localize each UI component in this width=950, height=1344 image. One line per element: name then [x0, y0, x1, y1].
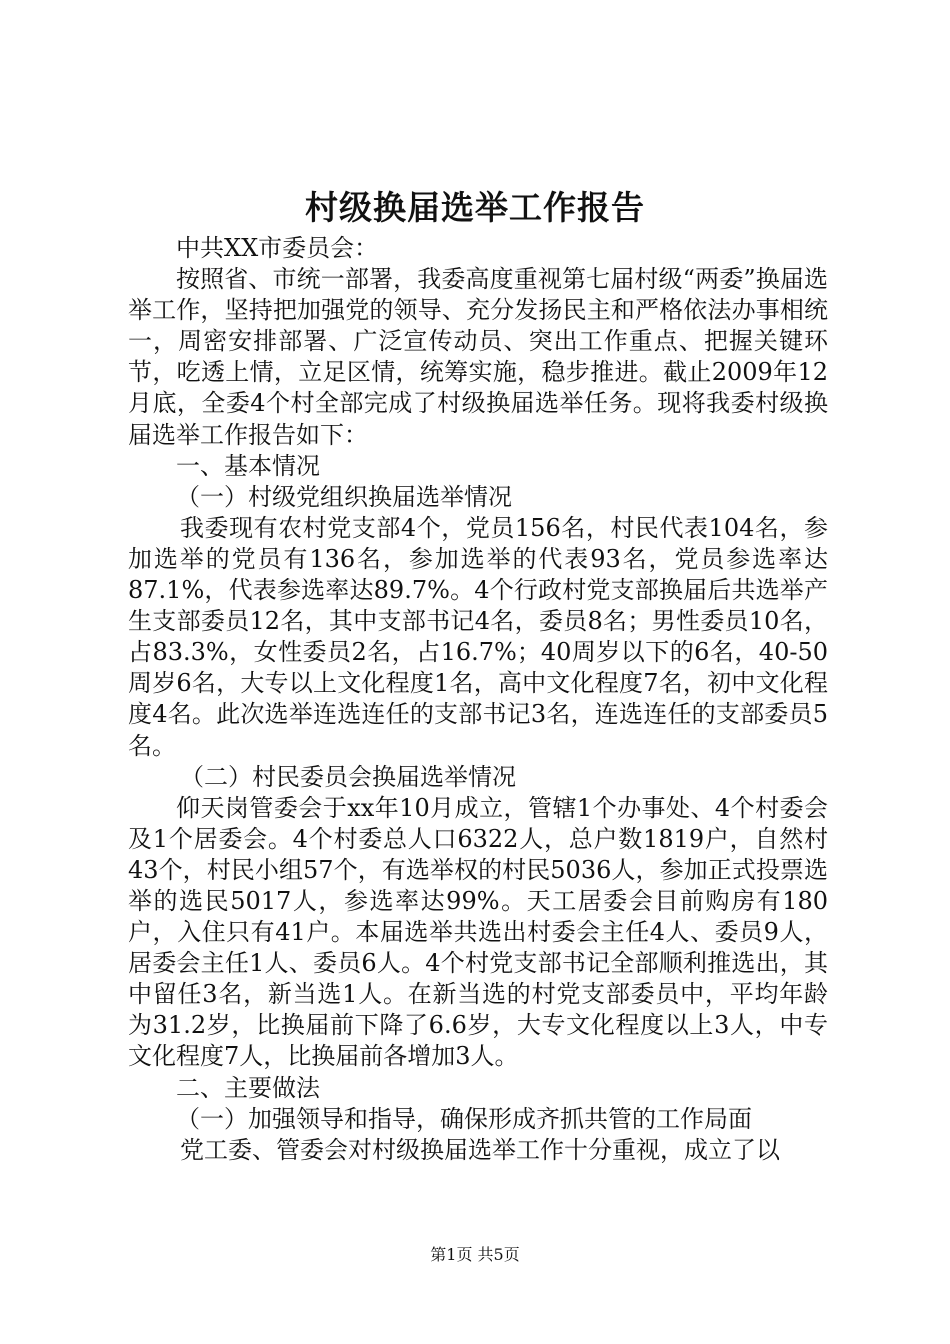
document-title: 村级换届选举工作报告 [305, 188, 645, 227]
section-heading-basic-situation: 一、基本情况 [176, 451, 320, 480]
section-heading-main-practices: 二、主要做法 [176, 1073, 320, 1102]
leadership-paragraph: 党工委、管委会对村级换届选举工作十分重视，成立了以 [180, 1135, 780, 1164]
villager-committee-paragraph: 仰天岗管委会于xx年10月成立，管辖1个办事处、4个村委会及1个居委会。4个村委总人口6322人，总户数1819户，自然村43个，村民小组57个，有选举权的村民5036人，参加正式投票选举的选民5017人，参选率达99%。天工居委会目前购房有180户，入住只有41户。本届选举共选出村委会主任4人、委员9人，居委会主任1人、委员6人。4个村党支部书记全部顺利推选出，其中留任3名，新当选1人。在新当选的村党支部委员中，平均年龄为31.2岁，比换届前下降了6.6岁，大专文化程度以上3人，中专文化程度7人，比换届前各增加3人。 [128, 793, 828, 1071]
subsection-heading-villager-committee: （二）村民委员会换届选举情况 [180, 762, 516, 791]
salutation: 中共XX市委员会： [176, 234, 379, 262]
document-body [128, 233, 828, 1166]
page-footer: 第1页 共5页 [430, 1245, 520, 1264]
subsection-heading-party-election: （一）村级党组织换届选举情况 [176, 482, 512, 511]
party-election-paragraph: 我委现有农村党支部4个，党员156名，村民代表104名，参加选举的党员有136名，参加选举的代表93名，党员参选率达87.1%，代表参选率达89.7%。4个行政村党支部换届后共选举产生支部委员12名，其中支部书记4名，委员8名；男性委员10名，占83.3%，女性委员2名，占16.7%；40周岁以下的6名，40-50周岁6名，大专以上文化程度1名，高中文化程度7名，初中文化程度4名。此次选举连选连任的支部书记3名，连选连任的支部委员5名。 [128, 513, 828, 760]
subsection-heading-leadership: （一）加强领导和指导，确保形成齐抓共管的工作局面 [176, 1104, 752, 1133]
intro-paragraph: 按照省、市统一部署，我委高度重视第七届村级“两委”换届选举工作，坚持把加强党的领导、充分发扬民主和严格依法办事相统一，周密安排部署、广泛宣传动员、突出工作重点、把握关键环节，吃透上情，立足区情，统筹实施，稳步推进。截止2009年12月底，全委4个村全部完成了村级换届选举任务。现将我委村级换届选举工作报告如下： [128, 265, 828, 449]
